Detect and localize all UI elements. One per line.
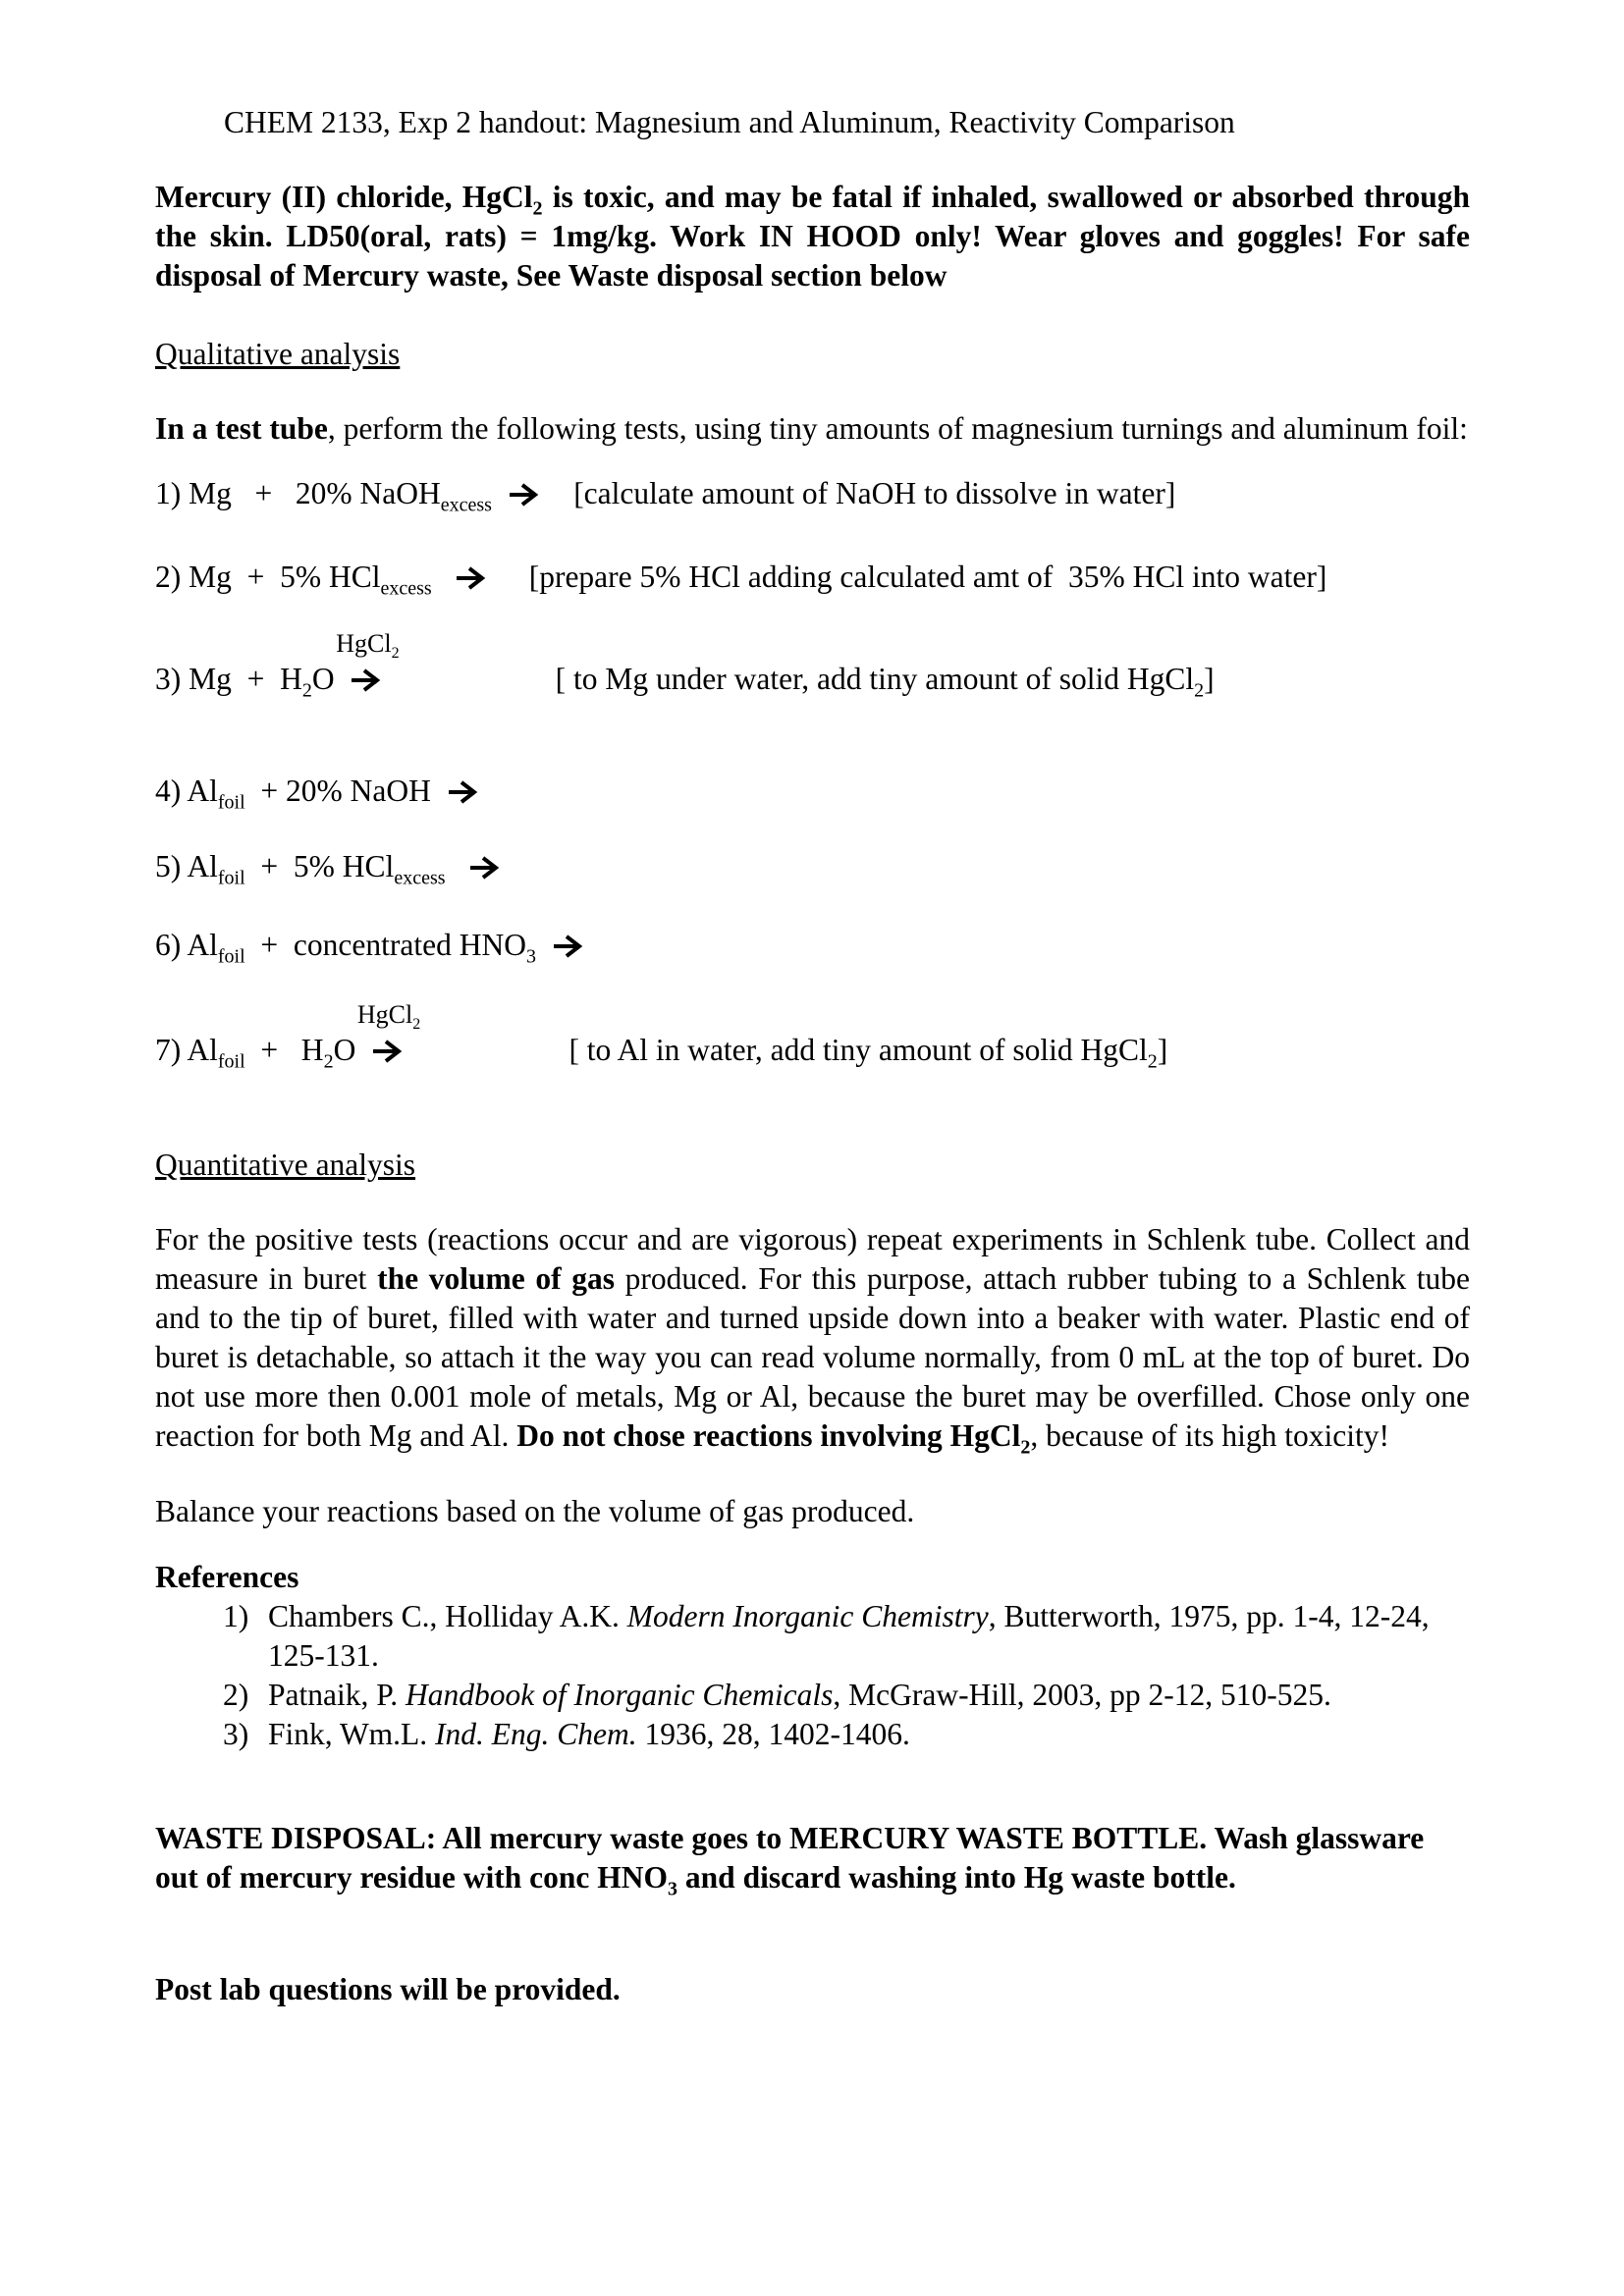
text-run: is toxic, and may be fatal if inhaled, swallowed or absorbed through the skin. LD50(oral, rats) = 1mg/kg. Work IN HOOD only! Wear gloves and goggles! For safe disposal of Mercury waste, See Waste disposal section below [155, 180, 1470, 293]
text-run: + H [244, 1033, 324, 1067]
text-run: ] [1157, 1033, 1168, 1067]
text-run: In a test tube [155, 411, 328, 446]
text-run: 6) Al [155, 928, 218, 962]
subscript-text: foil [217, 867, 245, 889]
intro-paragraph [155, 409, 1470, 449]
reaction-row [155, 926, 1470, 968]
reference-number: 1) [223, 1599, 249, 1633]
text-run: [prepare 5% HCl adding calculated amt of 35% HCl into water] [490, 560, 1327, 594]
subscript-text: foil [217, 1050, 245, 1073]
text-run: [ to Al in water, add tiny amount of solid HgCl [406, 1033, 1148, 1067]
text-run: , Butterworth, 1975, pp. 1-4, 12-24, 125-131. [268, 1599, 1430, 1673]
text-run: Ind. Eng. Chem. [435, 1717, 637, 1751]
subscript-text: excess [394, 867, 446, 889]
text-run: Mercury (II) chloride, HgCl [155, 180, 533, 214]
text-run: + concentrated HNO [244, 928, 526, 962]
text-run: 3) Mg + H [155, 662, 302, 696]
text-run: and discard washing into Hg waste bottle. [677, 1860, 1236, 1895]
reaction-arrow-icon [468, 847, 504, 886]
text-run: O [311, 662, 351, 696]
text-run: Handbook of Inorganic Chemicals [406, 1678, 834, 1712]
subscript-text: 2 [412, 1016, 421, 1034]
page-title: CHEM 2133, Exp 2 handout: Magnesium and Aluminum, Reactivity Comparison [224, 105, 1235, 139]
reaction-row [155, 772, 1470, 814]
text-run: 1) Mg + 20% NaOH [155, 476, 441, 510]
text-run: WASTE DISPOSAL: All mercury waste goes to MERCURY WASTE BOTTLE. Wash glassware out of mercury residue with conc HNO [155, 1821, 1425, 1895]
text-run: 1936, 28, 1402-1406. [636, 1717, 910, 1751]
reaction-arrow-icon [455, 558, 490, 597]
balance-instruction: Balance your reactions based on the volume of gas produced. [155, 1494, 915, 1528]
reference-list [223, 1597, 1470, 1754]
subscript-text: 3 [525, 945, 536, 968]
text-run: Chambers C., Holliday A.K. [268, 1599, 627, 1633]
reaction-arrow-icon [552, 926, 587, 965]
text-run: , because of its high toxicity! [1030, 1418, 1390, 1453]
text-run: , McGraw-Hill, 2003, pp 2-12, 510-525. [833, 1678, 1331, 1712]
reaction-arrow-icon [508, 474, 543, 513]
reference-item [223, 1676, 1470, 1715]
reference-item [223, 1715, 1470, 1754]
text-run: O [333, 1033, 372, 1067]
subscript-text: 2 [532, 197, 543, 220]
subscript-text: 2 [1194, 679, 1205, 702]
above-arrow-label [356, 1000, 421, 1034]
subscript-text: 2 [323, 1050, 334, 1073]
qualitative-heading: Qualitative analysis [155, 337, 401, 371]
text-run: 7) Al [155, 1033, 218, 1067]
reaction-arrow-icon [356, 1000, 421, 1070]
above-arrow-label [336, 629, 400, 663]
subscript-text: 2 [1020, 1436, 1031, 1459]
reference-text [268, 1715, 1470, 1754]
text-run: + 20% NaOH [244, 774, 447, 808]
references-heading: References [155, 1560, 299, 1594]
waste-disposal-paragraph [155, 1819, 1470, 1900]
text-run: ] [1204, 662, 1215, 696]
reference-text [268, 1676, 1470, 1715]
text-run: Fink, Wm.L. [268, 1717, 436, 1751]
reference-text [268, 1597, 1470, 1676]
reaction-list [155, 474, 1470, 1073]
post-lab-note: Post lab questions will be provided. [155, 1972, 621, 2006]
text-run: Patnaik, P. [268, 1678, 406, 1712]
text-run: the volume of gas [377, 1261, 615, 1296]
text-run: produced. For this purpose, attach rubber tubing to a Schlenk tube and to the tip of buret, filled with water and turned upside down into a beaker with water. Plastic end of buret is detachable, so attach it the way you can read volume normally, from 0 mL at the top of buret. Do not use more then 0.001 mole of metals, Mg or Al, because the buret may be overfilled. Chose only one reaction for both Mg and Al. [155, 1261, 1471, 1453]
subscript-text: foil [217, 945, 245, 968]
text-run: [ to Mg under water, add tiny amount of solid HgCl [385, 662, 1195, 696]
text-run: For the positive tests (reactions occur and are vigorous) repeat experiments in Schlenk tube. Collect and measure in buret [155, 1222, 1470, 1296]
subscript-text: 3 [668, 1878, 678, 1900]
subscript-text: 2 [1147, 1050, 1158, 1073]
reaction-arrow-icon [336, 629, 400, 699]
text-run [432, 560, 456, 594]
subscript-text: 2 [301, 679, 312, 702]
text-run: 5) Al [155, 849, 218, 883]
reaction-arrow-icon [447, 772, 482, 811]
subscript-text: excess [380, 577, 432, 600]
text-run: 4) Al [155, 774, 218, 808]
text-run: [calculate amount of NaOH to dissolve in water] [542, 476, 1176, 510]
subscript-text: 2 [391, 645, 400, 663]
text-run: , perform the following tests, using tiny amounts of magnesium turnings and aluminum foil: [327, 411, 1468, 446]
text-run: HgCl [336, 629, 392, 658]
text-run: Do not chose reactions involving HgCl [516, 1418, 1021, 1453]
reference-number: 3) [223, 1717, 249, 1751]
text-run: + 5% HCl [244, 849, 395, 883]
reaction-row [155, 474, 1470, 516]
reaction-row [155, 629, 1470, 702]
reference-item [223, 1597, 1470, 1676]
text-run [492, 476, 508, 510]
text-run [446, 849, 469, 883]
reaction-row [155, 1000, 1470, 1073]
reaction-row [155, 558, 1470, 600]
subscript-text: excess [440, 494, 492, 516]
text-run: Modern Inorganic Chemistry [626, 1599, 989, 1633]
text-run: 2) Mg + 5% HCl [155, 560, 381, 594]
text-run: HgCl [356, 1000, 413, 1029]
quantitative-paragraph [155, 1220, 1471, 1459]
reaction-row [155, 847, 1470, 889]
subscript-text: foil [217, 791, 245, 814]
text-run [536, 928, 552, 962]
quantitative-heading: Quantitative analysis [155, 1148, 416, 1182]
reference-number: 2) [223, 1678, 249, 1712]
warning-paragraph [155, 178, 1470, 295]
